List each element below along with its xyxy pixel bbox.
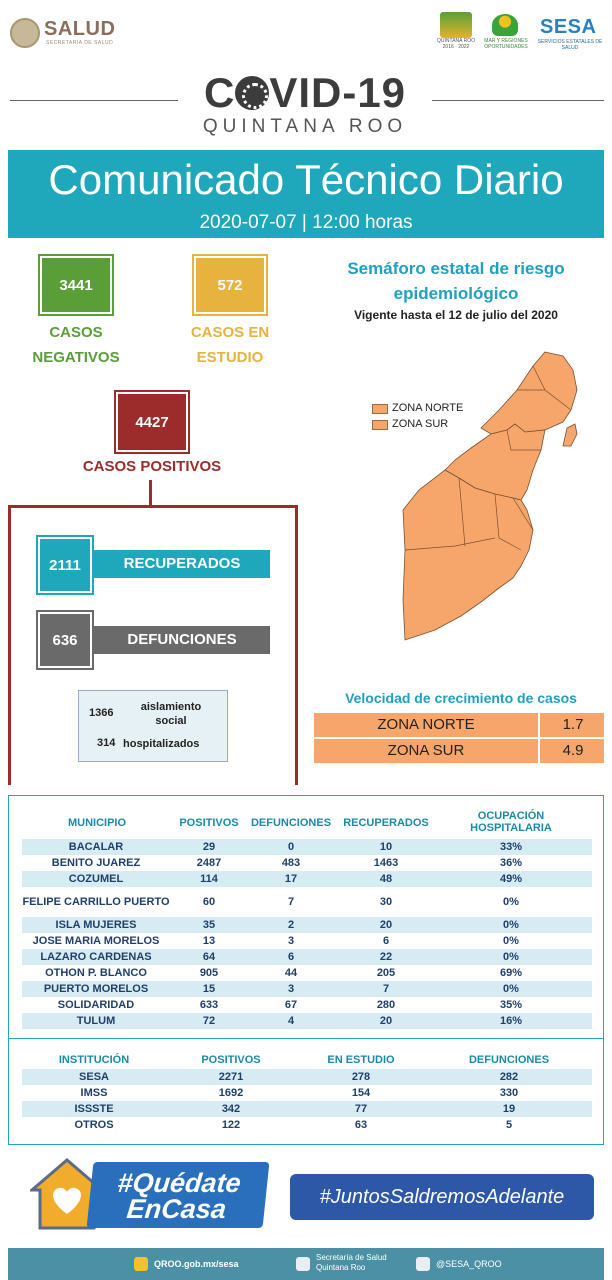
mun-cell-ocupacion: 0% (503, 919, 519, 931)
inst-cell-estudio: 63 (354, 1119, 368, 1131)
inst-cell-positivos: 342 (221, 1103, 241, 1115)
negativos-box (38, 254, 114, 316)
mun-cell-municipio: COZUMEL (68, 873, 124, 885)
velocidad-row (314, 713, 604, 737)
banner-title: Comunicado Técnico Diario (48, 156, 564, 203)
mun-cell-municipio: OTHON P. BLANCO (45, 967, 147, 979)
mun-cell-ocupacion: 0% (503, 983, 519, 995)
inst-cell-positivos: 122 (221, 1119, 241, 1131)
inst-header-defunciones: DEFUNCIONES (468, 1054, 550, 1066)
mun-header-ocupacion: OCUPACIÓN HOSPITALARIA (470, 810, 552, 834)
inst-cell-defunciones: 19 (502, 1103, 516, 1115)
mun-cell-defunciones: 4 (287, 1015, 295, 1027)
salud-logo-title: SALUD (44, 18, 116, 40)
mun-cell-ocupacion: 35% (499, 999, 523, 1011)
mun-cell-positivos: 114 (200, 873, 218, 885)
bracket-stem (149, 480, 152, 506)
estudio-label-line1: CASOS EN (190, 324, 270, 341)
quedate-en-casa-banner (87, 1162, 270, 1228)
quintana-roo-map (395, 350, 595, 642)
defunciones-box (36, 610, 94, 670)
mun-cell-recuperados: 7 (382, 983, 390, 995)
hospitalizados-label: hospitalizados (123, 738, 200, 750)
recuperados-value: 2111 (38, 537, 92, 593)
negativos-label (22, 320, 130, 370)
velocidad-zona: ZONA SUR (314, 739, 540, 763)
table-row (22, 871, 592, 887)
mun-cell-ocupacion: 0% (503, 896, 519, 908)
estudio-value: 572 (194, 256, 266, 314)
estudio-box (192, 254, 268, 316)
table-row (22, 1013, 592, 1029)
inst-cell-institucion: OTROS (74, 1119, 114, 1131)
hospitalizados-value: 314 (97, 737, 116, 749)
negativos-label-line1: CASOS (49, 324, 103, 341)
mun-cell-municipio: JOSE MARIA MORELOS (32, 935, 160, 947)
mun-cell-recuperados: 20 (379, 1015, 393, 1027)
mun-cell-ocupacion: 49% (499, 873, 523, 885)
mun-cell-ocupacion: 0% (503, 951, 519, 963)
mun-cell-defunciones: 7 (287, 896, 295, 908)
mun-cell-defunciones: 0 (287, 841, 295, 853)
aislamiento-label-line2: social (155, 715, 187, 727)
table-row (22, 981, 592, 997)
mun-cell-recuperados: 205 (376, 967, 396, 979)
table-row (22, 965, 592, 981)
defunciones-value: 636 (38, 612, 92, 668)
mun-cell-positivos: 15 (202, 983, 216, 995)
table-row (22, 949, 592, 965)
positivos-label: CASOS POSITIVOS (82, 458, 222, 475)
mun-cell-defunciones: 44 (284, 967, 298, 979)
legend-swatch-norte (372, 404, 388, 414)
mun-cell-defunciones: 2 (287, 919, 295, 931)
recuperados-label: RECUPERADOS (94, 550, 270, 578)
inst-cell-positivos: 2271 (218, 1071, 244, 1083)
mun-cell-recuperados: 20 (379, 919, 393, 931)
inst-cell-defunciones: 330 (499, 1087, 519, 1099)
velocidad-row (314, 739, 604, 763)
footer-facebook[interactable] (316, 1253, 406, 1273)
aislamiento-value: 1366 (89, 707, 114, 719)
footer-bar (8, 1248, 604, 1280)
aislamiento-label (131, 700, 211, 728)
mun-cell-recuperados: 10 (379, 841, 393, 853)
covid-title-post: VID-19 (269, 69, 407, 116)
inst-cell-institucion: IMSS (80, 1087, 108, 1099)
mun-cell-recuperados: 1463 (373, 857, 399, 869)
inst-header-positivos: POSITIVOS (201, 1054, 261, 1066)
mar-oportunidades-caption: MAR Y REGIONES OPORTUNIDADES (484, 38, 528, 50)
sesa-logo-title: SESA (540, 16, 597, 38)
mun-cell-positivos: 29 (202, 841, 216, 853)
twitter-icon (416, 1257, 430, 1271)
mun-cell-defunciones: 3 (287, 935, 295, 947)
legend-sur: ZONA SUR (392, 418, 449, 430)
quintana-roo-caption: QUINTANA ROO 2016 · 2022 (437, 38, 475, 50)
velocidad-zona: ZONA NORTE (314, 713, 540, 737)
inst-cell-institucion: SESA (79, 1071, 109, 1083)
inst-cell-estudio: 278 (351, 1071, 371, 1083)
inst-cell-defunciones: 5 (505, 1119, 513, 1131)
table-row (22, 997, 592, 1013)
map-cozumel (563, 424, 577, 446)
footer-web[interactable]: QROO.gob.mx/sesa (154, 1259, 239, 1269)
table-row (22, 1069, 592, 1085)
velocidad-valor: 4.9 (562, 742, 584, 759)
inst-cell-institucion: ISSSTE (74, 1103, 114, 1115)
mun-cell-positivos: 72 (202, 1015, 216, 1027)
legend-swatch-sur (372, 420, 388, 430)
map-zona-norte (481, 352, 577, 434)
positivos-box (114, 390, 190, 454)
mun-cell-defunciones: 6 (287, 951, 295, 963)
mun-cell-positivos: 13 (202, 935, 216, 947)
table-row (22, 933, 592, 949)
mun-cell-defunciones: 483 (281, 857, 301, 869)
mun-cell-defunciones: 3 (287, 983, 295, 995)
footer-twitter[interactable]: @SESA_QROO (436, 1259, 502, 1269)
defunciones-label: DEFUNCIONES (94, 626, 270, 654)
mun-cell-ocupacion: 0% (503, 935, 519, 947)
table-row (22, 1085, 592, 1101)
covid-title-pre: C (203, 69, 236, 116)
mun-cell-ocupacion: 33% (499, 841, 523, 853)
divider-right (432, 100, 604, 101)
semaforo-title (318, 256, 594, 306)
mun-header-positivos: POSITIVOS (179, 817, 239, 829)
mun-header-recuperados: RECUPERADOS (343, 817, 429, 829)
table-row (22, 1101, 592, 1117)
mun-cell-positivos: 60 (202, 896, 216, 908)
quedate-line2: EnCasa (125, 1194, 228, 1224)
facebook-icon (296, 1257, 310, 1271)
estudio-label-line2: ESTUDIO (196, 349, 264, 366)
mun-cell-positivos: 64 (202, 951, 216, 963)
positivos-value: 4427 (116, 392, 188, 452)
salud-seal-icon (10, 18, 40, 48)
inst-header-estudio: EN ESTUDIO (327, 1054, 395, 1066)
mun-cell-municipio: ISLA MUJERES (55, 919, 137, 931)
mun-cell-positivos: 2487 (196, 857, 222, 869)
recuperados-box (36, 535, 94, 595)
sesa-logo-subtitle: SERVICIOS ESTATALES DE SALUD (537, 39, 603, 51)
mun-cell-municipio: FELIPE CARRILLO PUERTO (22, 896, 170, 908)
estudio-label (176, 320, 284, 370)
inst-header-institucion: INSTITUCIÓN (58, 1054, 130, 1066)
negativos-label-line2: NEGATIVOS (32, 349, 120, 366)
mun-cell-ocupacion: 69% (499, 967, 523, 979)
mun-header-municipio: MUNICIPIO (67, 817, 127, 829)
divider-left (10, 100, 178, 101)
covid-subtitle: QUINTANA ROO (202, 116, 408, 137)
table-row (22, 839, 592, 855)
mun-cell-municipio: LAZARO CARDENAS (40, 951, 152, 963)
velocidad-title: Velocidad de crecimiento de casos (345, 690, 577, 706)
mun-cell-defunciones: 17 (284, 873, 298, 885)
mun-cell-ocupacion: 16% (499, 1015, 523, 1027)
mun-cell-positivos: 633 (199, 999, 219, 1011)
mun-cell-recuperados: 30 (379, 896, 393, 908)
banner-date: 2020-07-07 | 12:00 horas (199, 212, 413, 233)
mar-oportunidades-icon (492, 14, 518, 36)
semaforo-title-line1: Semáforo estatal de riesgo (347, 259, 565, 278)
inst-cell-estudio: 154 (351, 1087, 371, 1099)
table-row (22, 917, 592, 933)
mun-cell-defunciones: 67 (284, 999, 298, 1011)
inst-cell-defunciones: 282 (499, 1071, 519, 1083)
juntos-saldremos-banner: #JuntosSaldremosAdelante (290, 1174, 594, 1220)
virus-icon (235, 76, 269, 110)
negativos-value: 3441 (40, 256, 112, 314)
mun-cell-recuperados: 22 (379, 951, 393, 963)
mun-cell-municipio: BENITO JUAREZ (51, 857, 141, 869)
inst-cell-positivos: 1692 (218, 1087, 244, 1099)
mun-cell-recuperados: 48 (379, 873, 393, 885)
mun-cell-municipio: SOLIDARIDAD (57, 999, 135, 1011)
mun-cell-positivos: 35 (202, 919, 216, 931)
facebook-line1: Secretaría de Salud (316, 1253, 387, 1262)
quintana-roo-crest-icon (440, 12, 472, 38)
salud-logo-subtitle: SECRETARÍA DE SALUD (46, 40, 114, 46)
covid-title (180, 70, 430, 116)
mun-cell-ocupacion: 36% (499, 857, 523, 869)
mun-cell-recuperados: 280 (376, 999, 396, 1011)
facebook-line2: Quintana Roo (316, 1263, 366, 1272)
velocidad-valor: 1.7 (562, 716, 584, 733)
tables-divider (8, 1038, 604, 1039)
mun-header-defunciones: DEFUNCIONES (250, 817, 332, 829)
mun-cell-municipio: PUERTO MORELOS (43, 983, 149, 995)
mun-cell-positivos: 905 (199, 967, 219, 979)
legend-norte: ZONA NORTE (392, 402, 464, 414)
semaforo-vigente: Vigente hasta el 12 de julio del 2020 (354, 308, 558, 322)
table-row (22, 887, 592, 917)
table-row (22, 1117, 592, 1133)
aislamiento-label-line1: aislamiento (140, 701, 202, 713)
mun-cell-recuperados: 6 (382, 935, 390, 947)
table-row (22, 855, 592, 871)
web-icon (134, 1257, 148, 1271)
quedate-line1: #Quédate (116, 1168, 243, 1198)
mun-cell-municipio: BACALAR (68, 841, 124, 853)
inst-cell-estudio: 77 (354, 1103, 368, 1115)
semaforo-title-line2: epidemiológico (393, 284, 519, 303)
detail-box (78, 690, 228, 762)
mun-cell-municipio: TULUM (76, 1015, 116, 1027)
